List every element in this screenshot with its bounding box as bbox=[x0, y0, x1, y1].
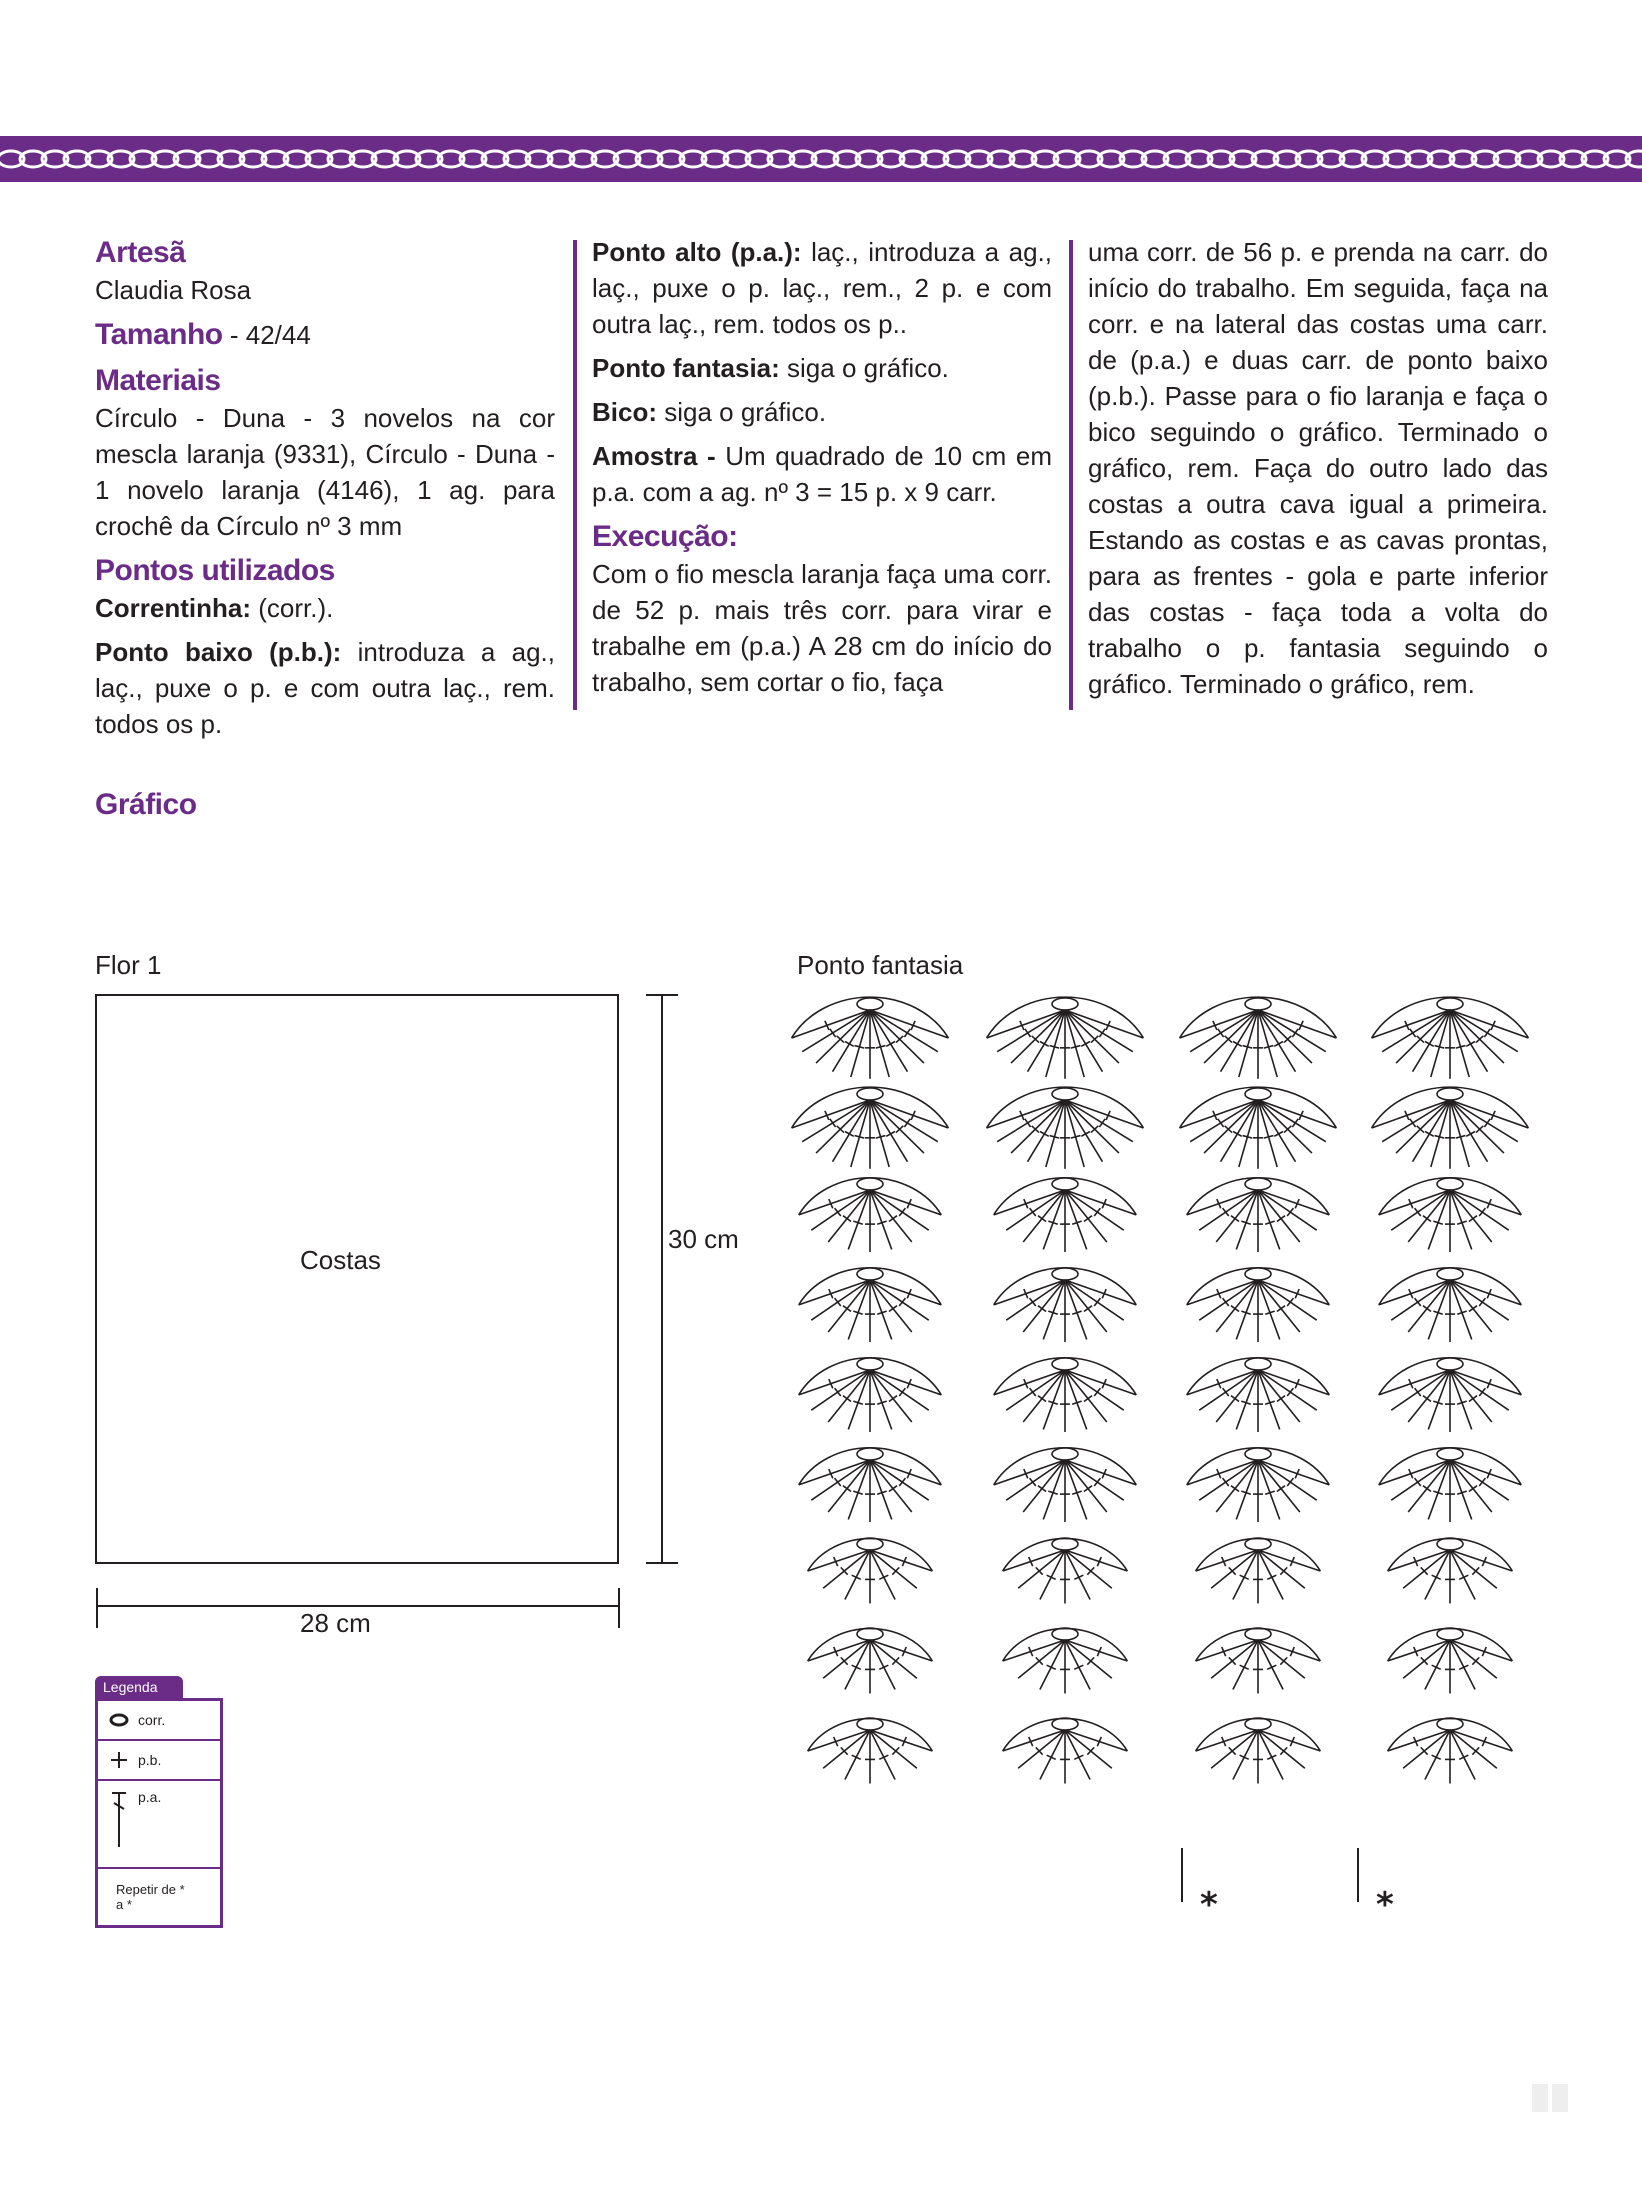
costas-schematic bbox=[95, 994, 619, 1564]
bico-text: siga o gráfico. bbox=[657, 397, 827, 427]
stitch-fan bbox=[994, 1358, 1137, 1432]
stitch-fan bbox=[1187, 1268, 1330, 1342]
height-dimension-label: 30 cm bbox=[668, 1224, 739, 1254]
materiais-heading: Materiais bbox=[95, 364, 221, 397]
stitch-fan bbox=[1372, 1087, 1529, 1169]
text-column-1 bbox=[95, 234, 555, 750]
stitch-fan bbox=[1379, 1178, 1522, 1252]
ponto-baixo-line bbox=[95, 634, 555, 742]
stitch-fan bbox=[1003, 1718, 1128, 1784]
text-column-3 bbox=[1088, 234, 1548, 710]
stitch-fan bbox=[1196, 1628, 1321, 1694]
tamanho-heading: Tamanho bbox=[95, 318, 223, 351]
stitch-fan bbox=[1372, 997, 1529, 1079]
bico-label: Bico: bbox=[592, 397, 657, 427]
ponto-fantasia-line bbox=[592, 350, 1052, 386]
ponto-alto-text: laç., introduza a ag., laç., puxe o p. laç., rem., 2 p. e com outra laç., rem. todos os p.. bbox=[592, 237, 1052, 339]
stitch-fan bbox=[1379, 1358, 1522, 1432]
stitch-fan bbox=[808, 1628, 933, 1694]
stitch-fan bbox=[994, 1268, 1137, 1342]
materiais-text: Círculo - Duna - 3 novelos na cor mescla laranja (9331), Círculo - Duna - 1 novelo laranja (4146), 1 ag. para crochê da Círculo nº 3 mm bbox=[95, 403, 555, 541]
double-crochet-icon bbox=[108, 1789, 130, 1849]
ponto-fantasia-chart-label: Ponto fantasia bbox=[797, 950, 964, 980]
width-dimension-line bbox=[97, 1605, 619, 1607]
stitch-fan bbox=[799, 1358, 942, 1432]
ponto-baixo-label: Ponto baixo (p.b.): bbox=[95, 637, 342, 667]
chain-stitch-icon bbox=[108, 1713, 130, 1727]
legend-body bbox=[95, 1698, 223, 1928]
stitch-fan bbox=[1180, 1087, 1337, 1169]
tamanho-value: - 42/44 bbox=[222, 320, 311, 350]
costas-label: Costas bbox=[300, 1245, 381, 1275]
stitch-fan bbox=[1379, 1268, 1522, 1342]
height-dimension-tick-top bbox=[646, 994, 678, 996]
amostra-line bbox=[592, 438, 1052, 510]
execucao-heading: Execução: bbox=[592, 520, 738, 553]
legend bbox=[95, 1676, 223, 1928]
stitch-fan bbox=[987, 1087, 1144, 1169]
stitch-fan bbox=[994, 1178, 1137, 1252]
width-dimension-label: 28 cm bbox=[300, 1608, 371, 1638]
width-dimension-tick-left bbox=[96, 1588, 98, 1628]
height-dimension-line bbox=[661, 994, 663, 1564]
legend-title: Legenda bbox=[95, 1676, 183, 1698]
stitch-fan bbox=[994, 1448, 1137, 1522]
tamanho-line bbox=[95, 316, 555, 354]
execucao-text-part1: Com o fio mescla laranja faça uma corr. de 52 p. mais três corr. para virar e trabalhe em (p.a.) A 28 cm do início do trabalho, sem cortar o fio, faça bbox=[592, 559, 1052, 697]
legend-row-pa bbox=[98, 1781, 220, 1869]
stitch-fan bbox=[1196, 1718, 1321, 1784]
ponto-fantasia-text: siga o gráfico. bbox=[779, 353, 949, 383]
stitch-fan bbox=[1187, 1358, 1330, 1432]
stitch-fan bbox=[792, 997, 949, 1079]
width-dimension-tick-right bbox=[618, 1588, 620, 1628]
stitch-fan bbox=[1388, 1718, 1513, 1784]
repeat-asterisk-right: * bbox=[1376, 1885, 1394, 1924]
ponto-fantasia-chart bbox=[780, 984, 1560, 1924]
stitch-fan bbox=[799, 1268, 942, 1342]
stitch-fan bbox=[1180, 997, 1337, 1079]
correntinha-text: (corr.). bbox=[251, 593, 334, 623]
stitch-fan bbox=[1187, 1178, 1330, 1252]
page-number-mark-icon bbox=[1530, 2080, 1570, 2116]
legend-row-pb bbox=[98, 1741, 220, 1781]
legend-corr-label: corr. bbox=[138, 1712, 166, 1728]
stitch-fan bbox=[1196, 1538, 1321, 1604]
correntinha-label: Correntinha: bbox=[95, 593, 251, 623]
stitch-fan bbox=[1003, 1538, 1128, 1604]
stitch-fan bbox=[808, 1718, 933, 1784]
legend-pb-label: p.b. bbox=[138, 1752, 162, 1768]
correntinha-line bbox=[95, 590, 555, 626]
stitch-fan bbox=[1187, 1448, 1330, 1522]
stitch-fan bbox=[792, 1087, 949, 1169]
legend-repetir-label: Repetir de * a * bbox=[116, 1882, 185, 1912]
text-column-2 bbox=[592, 234, 1052, 708]
ponto-alto-line bbox=[592, 234, 1052, 342]
bico-line bbox=[592, 394, 1052, 430]
stitch-fan bbox=[1003, 1628, 1128, 1694]
single-crochet-icon bbox=[108, 1751, 130, 1769]
pontos-heading: Pontos utilizados bbox=[95, 554, 335, 587]
amostra-label: Amostra - bbox=[592, 441, 716, 471]
stitch-fan bbox=[1379, 1448, 1522, 1522]
chain-border-band bbox=[0, 136, 1642, 182]
ponto-alto-label: Ponto alto (p.a.): bbox=[592, 237, 802, 267]
stitch-fan bbox=[1388, 1538, 1513, 1604]
grafico-heading: Gráfico bbox=[95, 788, 197, 821]
column-rule-left bbox=[573, 240, 577, 710]
legend-pa-label: p.a. bbox=[138, 1789, 162, 1805]
execucao-text-part2: uma corr. de 56 p. e prenda na carr. do início do trabalho. Em seguida, faça na corr. e na lateral das costas uma carr. de (p.a.) e duas carr. de ponto baixo (p.b.). Passe para o fio laranja e faça o bico seguindo o gráfico. Terminado o gráfico, rem. Faça do outro lado das costas a outra cava igual a primeira. Estando as costas e as cavas prontas, para as frentes - gola e parte inferior das costas - faça toda a volta do trabalho o p. fantasia seguindo o gráfico. Terminado o gráfico, rem. bbox=[1088, 237, 1548, 699]
ponto-fantasia-label: Ponto fantasia: bbox=[592, 353, 780, 383]
artesa-name: Claudia Rosa bbox=[95, 275, 252, 305]
stitch-fan bbox=[987, 997, 1144, 1079]
legend-row-repetir bbox=[98, 1869, 220, 1925]
stitch-fan bbox=[799, 1448, 942, 1522]
column-rule-right bbox=[1069, 240, 1073, 710]
stitch-fan bbox=[808, 1538, 933, 1604]
stitch-fan bbox=[799, 1178, 942, 1252]
stitch-fan bbox=[1388, 1628, 1513, 1694]
height-dimension-tick-bottom bbox=[646, 1562, 678, 1564]
flor-label: Flor 1 bbox=[95, 950, 162, 980]
ponto-baixo-text: introduza a ag., laç., puxe o p. e com outra laç., rem. todos os p. bbox=[95, 637, 555, 739]
legend-row-corr bbox=[98, 1701, 220, 1741]
repeat-asterisk-left: * bbox=[1200, 1885, 1218, 1924]
amostra-text: Um quadrado de 10 cm em p.a. com a ag. nº 3 = 15 p. x 9 carr. bbox=[592, 441, 1052, 507]
artesa-heading: Artesã bbox=[95, 236, 186, 269]
